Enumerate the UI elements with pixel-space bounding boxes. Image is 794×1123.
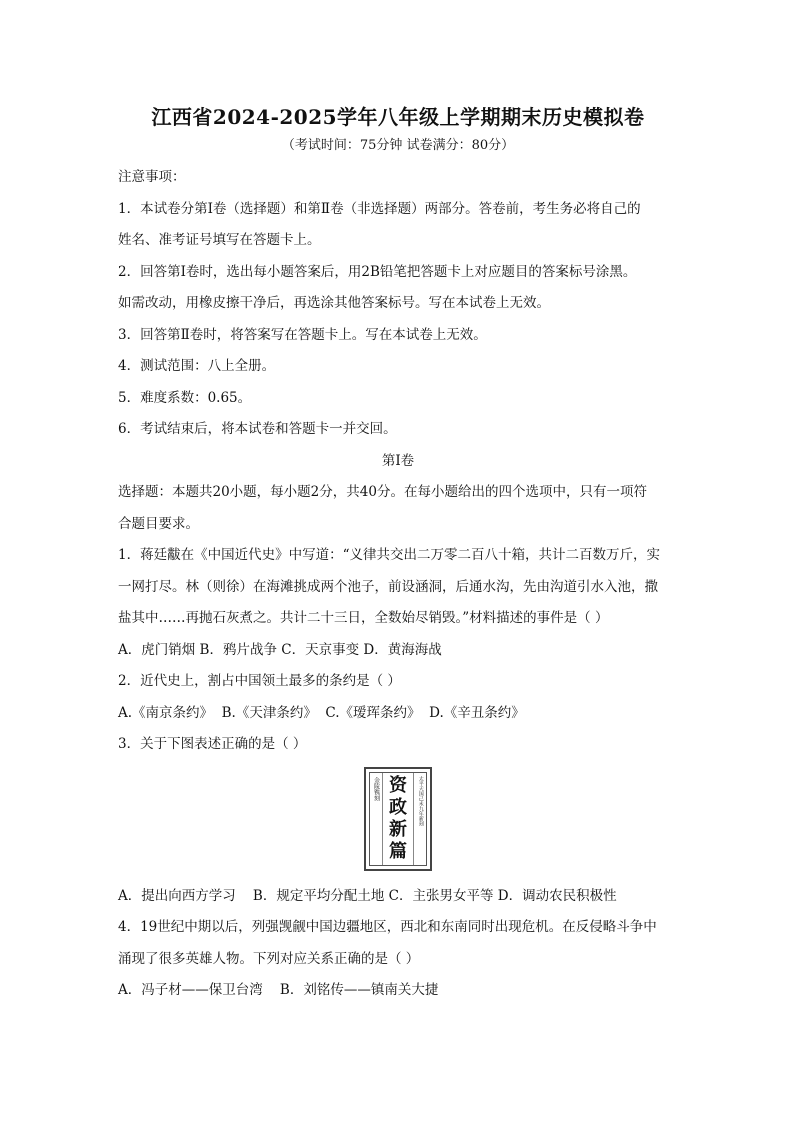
cover-title-char: 篇 xyxy=(389,840,407,862)
note-line: 6．考试结束后，将本试卷和答题卡一并交回。 xyxy=(118,421,397,437)
note-line: 1．本试卷分第Ⅰ卷（选择题）和第Ⅱ卷（非选择题）两部分。答卷前，考生务必将自己的 xyxy=(118,200,641,217)
cover-left-text: 金陵镌刻 xyxy=(372,776,380,801)
note-line: 3．回答第Ⅱ卷时，将答案写在答题卡上。写在本试卷上无效。 xyxy=(118,326,487,343)
question-stem: 涌现了很多英雄人物。下列对应关系正确的是（ ） xyxy=(118,950,420,967)
exam-info: （考试时间：75分钟 试卷满分：80分） xyxy=(281,138,515,153)
note-line: 如需改动，用橡皮擦干净后，再选涂其他答案标号。写在本试卷上无效。 xyxy=(118,295,550,311)
cover-left-column xyxy=(370,773,383,865)
question-stem: 盐其中……再抛石灰煮之。共计二十三日，全数始尽销毁。”材料描述的事件是（ ） xyxy=(118,610,609,626)
section-intro: 合题目要求。 xyxy=(118,515,199,532)
question-1 xyxy=(118,540,678,666)
cover-title-char: 政 xyxy=(389,796,407,818)
question-3 xyxy=(118,729,678,912)
note-line: 5．难度系数：0.65。 xyxy=(118,389,252,406)
cover-right-column xyxy=(413,773,426,865)
page-title: 江西省2024-2025学年八年级上学期期末历史模拟卷 xyxy=(151,105,645,129)
note-line: 姓名、准考证号填写在答题卡上。 xyxy=(118,232,321,248)
question-options: A.《南京条约》 B.《天津条约》 C.《瑷珲条约》 D.《辛丑条约》 xyxy=(118,704,525,721)
question-options: A．提出向西方学习 B．规定平均分配土地 C．主张男女平等 D．调动农民积极性 xyxy=(118,887,617,904)
note-line: 4．测试范围：八上全册。 xyxy=(118,358,276,374)
exam-page xyxy=(118,100,678,1007)
cover-title-char: 新 xyxy=(389,818,407,840)
notes-heading: 注意事项： xyxy=(118,169,186,185)
question-stem: 1．蒋廷黻在《中国近代史》中写道：“义律共交出二万零二百八十箱，共计二百数万斤，实 xyxy=(118,547,660,563)
question-stem: 4．19世纪中期以后，列强觊觎中国边疆地区，西北和东南同时出现危机。在反侵略斗争中 xyxy=(118,919,657,935)
question-options: A．虎门销烟 B．鸦片战争 C．天京事变 D．黄海海战 xyxy=(118,641,442,658)
cover-title-char: 资 xyxy=(389,774,407,796)
cover-title xyxy=(383,773,413,865)
question-stem: 2．近代史上，割占中国领土最多的条约是（ ） xyxy=(118,673,401,689)
section-intro: 选择题：本题共20小题，每小题2分，共40分。在每小题给出的四个选项中，只有一项符 xyxy=(118,484,647,500)
question-options: A．冯子材——保卫台湾 B．刘铭传——镇南关大捷 xyxy=(118,982,439,998)
section-title: 第Ⅰ卷 xyxy=(381,452,415,469)
question-2 xyxy=(118,666,678,729)
book-cover-image xyxy=(364,767,432,871)
note-line: 2．回答第Ⅰ卷时，选出每小题答案后，用2B铅笔把答题卡上对应题目的答案标号涂黑。 xyxy=(118,263,637,280)
question-4 xyxy=(118,912,678,1007)
cover-right-text: 太平天国己未九年新刻 xyxy=(417,775,424,826)
figure-container xyxy=(118,767,678,871)
question-stem: 3．关于下图表述正确的是（ ） xyxy=(118,736,307,752)
question-stem: 一网打尽。林（则徐）在海滩挑成两个池子，前设涵洞，后通水沟，先由沟道引水入池，撒 xyxy=(118,578,658,595)
